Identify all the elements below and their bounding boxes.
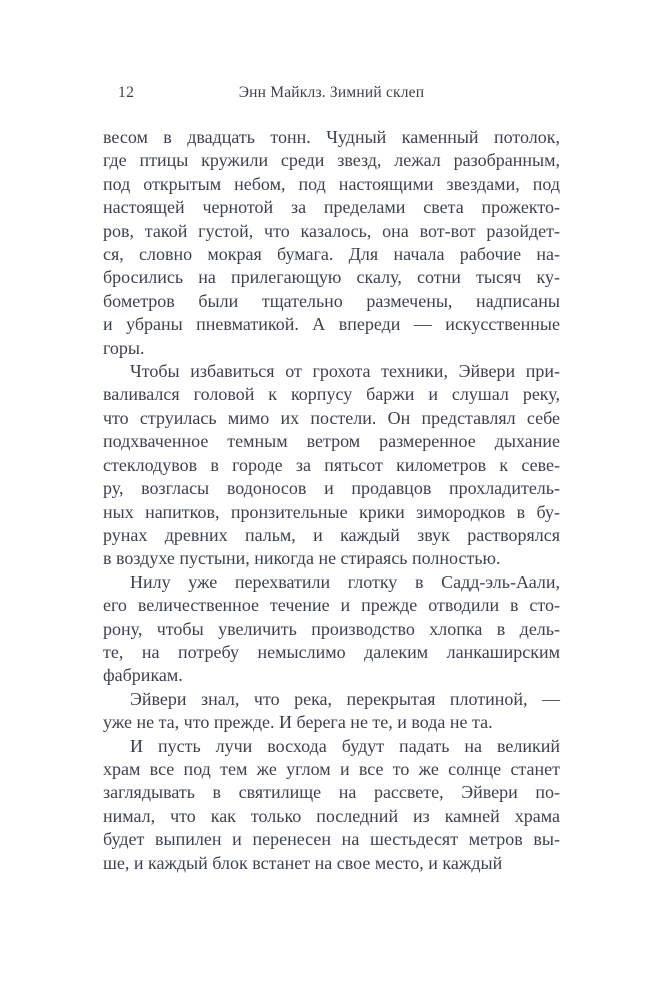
text-line: бометров были тщательно размечены, надписаны <box>103 290 560 311</box>
paragraph <box>103 126 560 360</box>
paragraph <box>103 360 560 571</box>
text-line: ров, такой густой, что казалось, она вот-вот разойдет- <box>103 220 560 241</box>
text-line: нимал, что как только последний из камней храма <box>103 805 560 826</box>
running-header <box>103 84 560 104</box>
text-line: ру, возгласы водоносов и продавцов прохладитель- <box>103 478 560 499</box>
text-line: его величественное течение и прежде отводили в сто- <box>103 595 560 616</box>
text-line: что струилась мимо их постели. Он представлял себе <box>103 407 560 428</box>
text-line: весом в двадцать тонн. Чудный каменный потолок, <box>103 127 560 147</box>
text-line: фабрикам. <box>103 665 183 686</box>
paragraph <box>103 688 560 735</box>
page-number: 12 <box>118 84 135 101</box>
text-line: в воздухе пустыни, никогда не стираясь полностью. <box>103 548 501 569</box>
text-line: подхваченное темным ветром размеренное дыхание <box>103 431 560 452</box>
text-block <box>103 126 560 875</box>
text-line: будет выпилен и перенесен на шестьдесят метров вы- <box>103 829 560 850</box>
text-line: ше, и каждый блок встанет на свое место, и каждый <box>103 852 503 873</box>
text-line: рунах древних пальм, и каждый звук растворялся <box>103 524 560 545</box>
text-line: горы. <box>103 337 145 358</box>
text-line: заглядывать в святилище на рассвете, Эйвери по- <box>103 782 560 803</box>
text-line: под открытым небом, под настоящими звездами, под <box>103 173 560 194</box>
text-line: И пусть лучи восхода будут падать на великий <box>130 735 560 756</box>
paragraph <box>103 571 560 688</box>
text-line: ных напитков, пронзительные крики зимородков в бу- <box>103 501 560 522</box>
text-line: те, на потребу немыслимо далеким ланкаширским <box>103 641 560 662</box>
paragraph <box>103 735 560 875</box>
text-line: и убраны пневматикой. А впереди — искусственные <box>103 314 560 335</box>
text-line: валивался головой к корпусу баржи и слушал реку, <box>103 384 560 405</box>
text-line: храм все под тем же углом и все то же солнце станет <box>103 758 560 779</box>
text-line: где птицы кружили среди звезд, лежал разобранным, <box>103 150 560 171</box>
text-line: уже не та, что прежде. И берега не те, и вода не та. <box>103 712 493 733</box>
text-line: ся, словно мокрая бумага. Для начала рабочие на- <box>103 244 560 265</box>
text-line: бросились на прилегающую скалу, сотни тысяч ку- <box>103 267 560 288</box>
text-line: стеклодувов в городе за пятьсот километров к севе- <box>103 454 560 475</box>
running-title: Энн Майклз. Зимний склеп <box>238 84 425 101</box>
text-line: рону, чтобы увеличить производство хлопка в дель- <box>103 618 560 639</box>
text-line: настоящей чернотой за пределами света прожекто- <box>103 197 560 218</box>
text-line: Нилу уже перехватили глотку в Садд-эль-Аали, <box>130 571 560 592</box>
text-line: Эйвери знал, что река, перекрытая плотиной, — <box>130 688 560 709</box>
text-line: Чтобы избавиться от грохота техники, Эйвери при- <box>130 361 560 382</box>
